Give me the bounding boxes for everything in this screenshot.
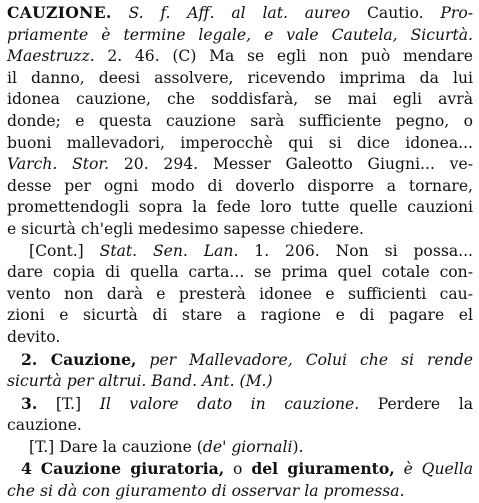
entry-line [7, 111, 473, 133]
entry-text-run: S. f. Aff. [128, 4, 215, 22]
entry-text-run [215, 4, 232, 22]
entry-text-run: o [224, 460, 252, 479]
entry-text-run: Cautio. [350, 4, 441, 22]
entry-line [7, 133, 473, 155]
entry-text-run: aureo [304, 4, 351, 22]
entry-text-run: idonea cauzione, che soddisfarà, se mai egli avrà [7, 90, 473, 109]
entry-text-run [288, 4, 305, 22]
entry-line [7, 25, 473, 47]
entry-line [7, 284, 473, 306]
dictionary-entry [7, 2, 473, 503]
entry-text-run: Maestruzz. [7, 47, 95, 66]
entry-text-run: è Quella [403, 460, 474, 479]
entry-text-run: devito. [7, 327, 61, 346]
entry-line [7, 262, 473, 284]
entry-text-run [136, 351, 149, 369]
entry-text-run: buoni mallevadori, imperocchè qui si dice idonea... [7, 133, 473, 152]
entry-line [7, 46, 473, 68]
entry-text-run: 2. Cauzione, [21, 349, 137, 369]
entry-line [7, 241, 473, 263]
entry-text-run: promettendogli sopra la fede loro tutte quelle cauzioni [7, 198, 473, 217]
entry-text-run: de' giornali [202, 437, 293, 456]
entry-line [7, 2, 473, 25]
entry-text-run: [T.] Dare la cauzione ( [29, 437, 203, 456]
entry-text-run: priamente è termine legale, e vale Cautela, Sicurtà. [7, 25, 473, 44]
entry-text-run [112, 4, 129, 22]
entry-line [7, 89, 473, 111]
entry-text-run: Cauzione giuratoria, [40, 459, 225, 479]
entry-line [7, 415, 473, 437]
entry-line [7, 219, 473, 241]
entry-line [7, 197, 473, 219]
entry-text-run: [Cont.] [29, 241, 100, 260]
entry-text-run: del giuramento, [251, 459, 395, 479]
entry-text-run: Perdere la [359, 394, 473, 413]
entry-text-run: il danno, deesi assolvere, ricevendo imprima da lui [7, 68, 473, 87]
entry-text-run [395, 460, 404, 478]
entry-text-run: sicurtà per altrui. Band. Ant. (M.) [7, 372, 273, 391]
entry-text-run: cauzione. [7, 416, 82, 435]
entry-text-run: Stat. Sen. Lan. [99, 241, 239, 260]
entry-text-run: ). [292, 437, 304, 456]
entry-line [7, 154, 473, 176]
entry-text-run: dare copia di quella carta... se prima quel cotale con- [7, 263, 473, 282]
entry-line [7, 305, 473, 327]
entry-text-run: 4 [21, 459, 32, 479]
entry-text-run: zioni e sicurtà di stare a ragione e di pagare el [7, 306, 473, 325]
entry-line [7, 393, 473, 416]
entry-text-run: 1. 206. Non si possa... [238, 241, 473, 260]
entry-line [7, 327, 473, 349]
entry-text-run [32, 460, 41, 478]
entry-line [7, 176, 473, 198]
entry-line [7, 349, 473, 372]
entry-text-run: 2. 46. (C) Ma se egli non può mendare [94, 47, 473, 66]
entry-text-run: per Mallevadore, Colui che si rende [149, 350, 473, 369]
entry-line [7, 371, 473, 393]
entry-line [7, 437, 473, 459]
entry-text-run: Varch. Stor. [7, 155, 110, 174]
entry-text-run: Pro- [440, 4, 473, 22]
entry-text-run: 20. 294. Messer Galeotto Giugni... ve- [109, 155, 473, 174]
entry-text-run: desse per ogni modo di doverlo disporre a tornare, [7, 176, 473, 195]
entry-text-run: donde; e questa cauzione sarà sufficiente pegno, o [7, 111, 473, 130]
entry-text-run: vento non darà e presterà idonee e sufficienti cau- [7, 284, 473, 303]
entry-text-run: e sicurtà ch'egli medesimo sapesse chiedere. [7, 219, 365, 238]
entry-text-run: [T.] [37, 394, 100, 413]
entry-line [7, 68, 473, 90]
entry-text-run: Il valore dato in cauzione. [99, 394, 360, 413]
entry-text-run: al lat. [231, 4, 288, 22]
entry-line [7, 458, 473, 481]
entry-line [7, 481, 473, 503]
entry-text-run: CAUZIONE. [7, 3, 112, 22]
entry-text-run: 3. [21, 393, 38, 413]
entry-text-run: che si dà con giuramento di osservar la promessa. [7, 482, 405, 501]
